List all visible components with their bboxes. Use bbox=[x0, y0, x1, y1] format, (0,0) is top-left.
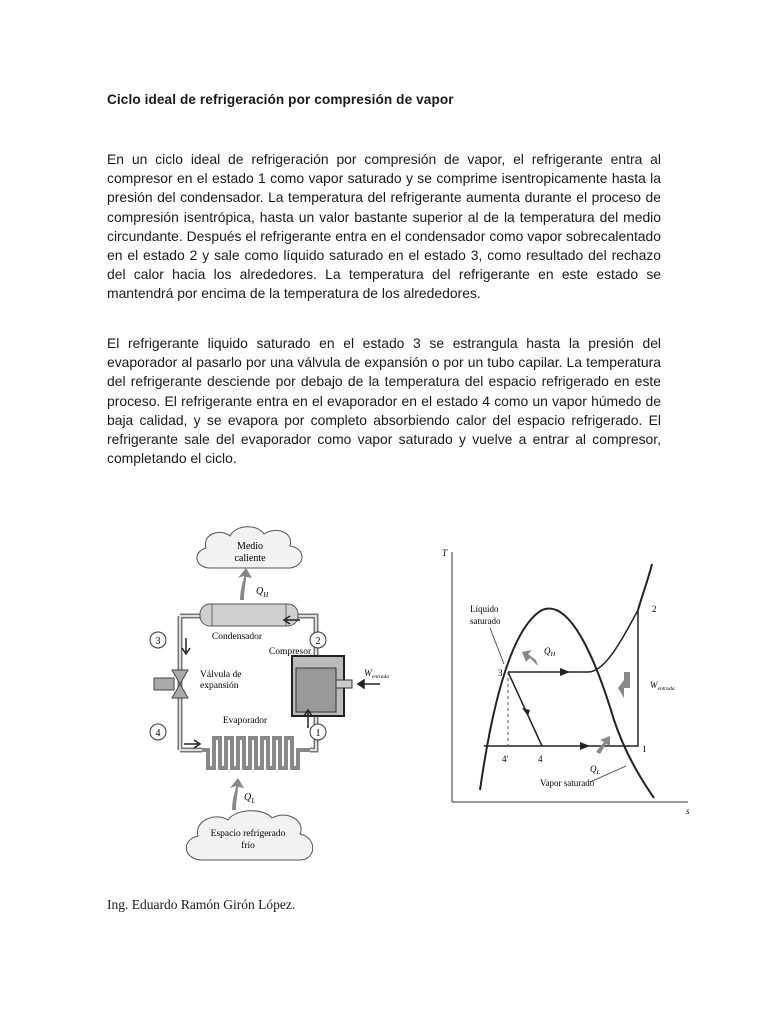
point-3: 3 bbox=[498, 668, 503, 678]
state-marker-2 bbox=[310, 632, 326, 648]
qh-arrow bbox=[238, 568, 252, 600]
author-signature: Ing. Eduardo Ramón Girón López. bbox=[107, 897, 296, 912]
svg-text:2: 2 bbox=[315, 636, 321, 647]
evaporator-coil bbox=[202, 738, 310, 768]
hot-cloud-label-2: caliente bbox=[234, 553, 266, 564]
condenser bbox=[200, 604, 298, 626]
svg-text:1: 1 bbox=[315, 728, 321, 739]
liquid-label-2: saturado bbox=[470, 616, 501, 626]
refrigeration-schematic bbox=[140, 520, 390, 865]
ql-label: $Q_L$ bbox=[244, 792, 256, 805]
compressor-label: Compresor bbox=[268, 647, 312, 657]
ql-label: $Q_L$ bbox=[590, 764, 601, 776]
qh-label: $Q_H$ bbox=[544, 646, 556, 658]
qh-label: $Q_H$ bbox=[256, 586, 269, 599]
svg-text:3: 3 bbox=[155, 636, 161, 647]
state-marker-3 bbox=[150, 632, 166, 648]
valve-label-2: expansión bbox=[200, 681, 239, 691]
flow-arrow-icon bbox=[182, 638, 190, 654]
qh-arrow bbox=[522, 650, 538, 666]
svg-text:4: 4 bbox=[155, 728, 161, 739]
flow-arrow-icon bbox=[184, 740, 200, 748]
point-2: 2 bbox=[652, 604, 657, 614]
cold-cloud-label-2: frío bbox=[241, 841, 255, 851]
liquid-label: Líquido bbox=[470, 604, 499, 614]
evaporator-label: Evaporador bbox=[222, 716, 268, 726]
state-marker-1 bbox=[310, 724, 326, 740]
w-in-label: $W_{entrada}$ bbox=[650, 680, 675, 692]
point-4-prime: 4' bbox=[502, 754, 509, 764]
condenser-label: Condensador bbox=[211, 632, 263, 642]
paragraph-2: El refrigerante liquido saturado en el estado 3 se estrangula hasta la presión del evaporador al pasarlo por una válvula de expansión o por un tubo capilar. La temperatura del refrigerante desciende por debajo de la temperatura del espacio refrigerado en este proceso. El refrigerante entra en el evaporador en el estado 4 como un vapor húmedo de baja calidad, y se evapora por completo absorbiendo calor del espacio refrigerado. El refrigerante sale del evaporador como vapor saturado y vuelve a entrar al compresor, completando el ciclo. bbox=[107, 335, 661, 467]
saturation-dome bbox=[480, 608, 654, 798]
paragraph-1: En un ciclo ideal de refrigeración por compresión de vapor, el refrigerante entra al compresor en el estado 1 como vapor saturado y se comprime isentropicamente hasta la presión del condensador. La temperatura del refrigerante aumenta durante el proceso de compresión isentrópica, hasta un valor bastante superior al de la temperatura del medio circundante. Después el refrigerante entra en el condensador como vapor sobrecalentado en el estado 2 y sale como líquido saturado en el estado 3, como resultado del rechazo del calor hacia los alrededores. La temperatura del refrigerante en este estado se mantendrá por encima de la temperatura de los alrededores. bbox=[107, 151, 661, 302]
ql-arrow bbox=[230, 778, 244, 810]
state-marker-4 bbox=[150, 724, 166, 740]
point-1: 1 bbox=[642, 744, 647, 754]
point-4: 4 bbox=[538, 754, 543, 764]
document-title: Ciclo ideal de refrigeración por compresión de vapor bbox=[107, 92, 454, 107]
t-axis-label: T bbox=[442, 548, 448, 558]
valve-label: Válvula de bbox=[200, 670, 242, 680]
s-axis-label: s bbox=[686, 806, 690, 816]
vapor-label: Vapor saturado bbox=[540, 778, 595, 788]
w-in-arrow bbox=[618, 672, 630, 698]
w-in-label: $W_{entrada}$ bbox=[364, 669, 390, 680]
cold-cloud-label: Espacio refrigerado bbox=[210, 829, 286, 839]
ql-arrow bbox=[596, 736, 610, 754]
ts-diagram bbox=[430, 540, 700, 820]
hot-cloud-label: Medio bbox=[236, 541, 264, 552]
